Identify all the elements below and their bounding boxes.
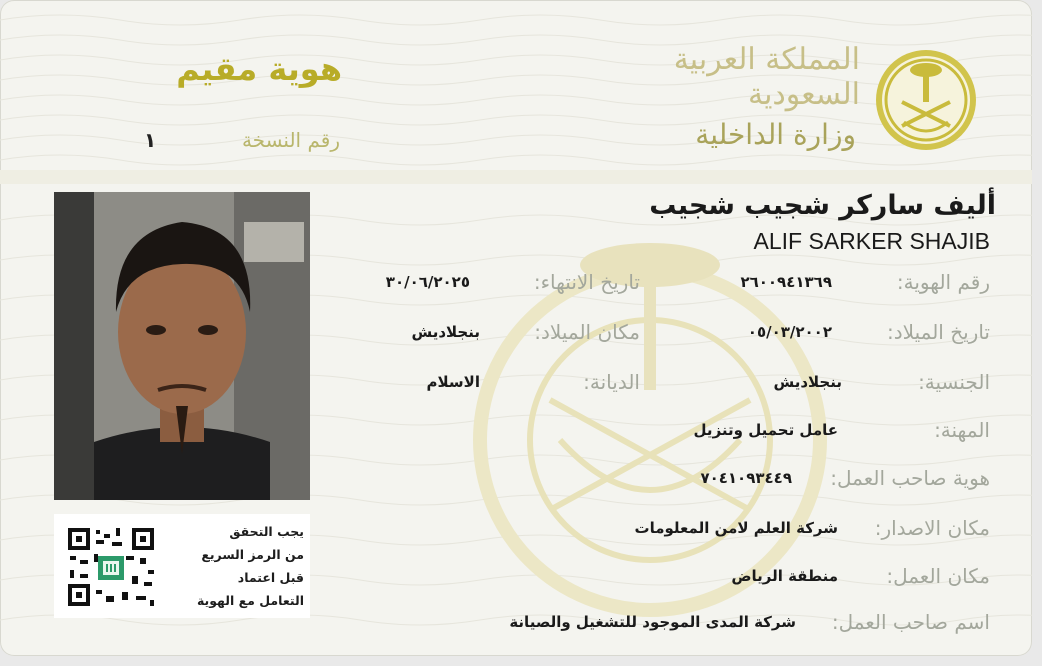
employer-name-label: اسم صاحب العمل:	[831, 610, 990, 634]
employer-id-label: هوية صاحب العمل:	[830, 466, 990, 490]
qr-code-icon[interactable]	[66, 526, 156, 608]
employer-id-value: ٧٠٤١٠٩٣٤٤٩	[700, 469, 792, 487]
expiry-label: تاريخ الانتهاء:	[533, 270, 640, 294]
work-place-value: منطقة الرياض	[731, 567, 838, 585]
religion-label: الديانة:	[583, 370, 640, 394]
expiry-value: ٣٠/٠٦/٢٠٢٥	[385, 273, 470, 291]
birth-date-value: ٠٥/٠٣/٢٠٠٢	[747, 323, 832, 341]
qr-notice-line: قبل اعتماد	[237, 570, 304, 585]
holder-name-english: ALIF SARKER SHAJIB	[753, 228, 990, 254]
birth-place-label: مكان الميلاد:	[534, 320, 640, 344]
header-divider	[0, 170, 1032, 184]
id-number-label: رقم الهوية:	[896, 270, 990, 294]
qr-notice-line: التعامل مع الهوية	[196, 593, 304, 608]
kingdom-name: المملكة العربية السعودية	[673, 42, 860, 112]
work-place-label: مكان العمل:	[886, 564, 990, 588]
qr-notice-line: يجب التحقق	[229, 524, 304, 539]
copy-number-row	[140, 128, 340, 158]
occupation-value: عامل تحميل وتنزيل	[693, 421, 838, 439]
holder-name-arabic: أليف ساركر شجيب شجيب	[649, 190, 996, 221]
occupation-label: المهنة:	[934, 418, 990, 442]
nationality-label: الجنسية:	[918, 370, 990, 394]
issue-place-value: شركة العلم لامن المعلومات	[634, 519, 838, 537]
issue-place-label: مكان الاصدار:	[874, 516, 990, 540]
id-number-value: ٢٦٠٠٩٤١٣٦٩	[740, 273, 832, 291]
saudi-emblem-icon	[874, 48, 978, 152]
religion-value: الاسلام	[426, 373, 480, 391]
birth-place-value: بنجلاديش	[411, 323, 480, 341]
qr-verification-box	[54, 514, 310, 618]
copy-number-label: رقم النسخة	[241, 128, 340, 152]
qr-notice	[162, 520, 304, 612]
copy-number-value: ١	[144, 128, 157, 152]
holder-photo	[54, 192, 310, 500]
nationality-value: بنجلاديش	[773, 373, 842, 391]
qr-notice-line: من الرمز السريع	[201, 547, 304, 562]
document-title: هوية مقيم	[176, 50, 342, 88]
birth-date-label: تاريخ الميلاد:	[887, 320, 990, 344]
employer-name-value: شركة المدى الموجود للتشغيل والصيانة	[509, 613, 796, 631]
ministry-name: وزارة الداخلية	[695, 118, 856, 151]
